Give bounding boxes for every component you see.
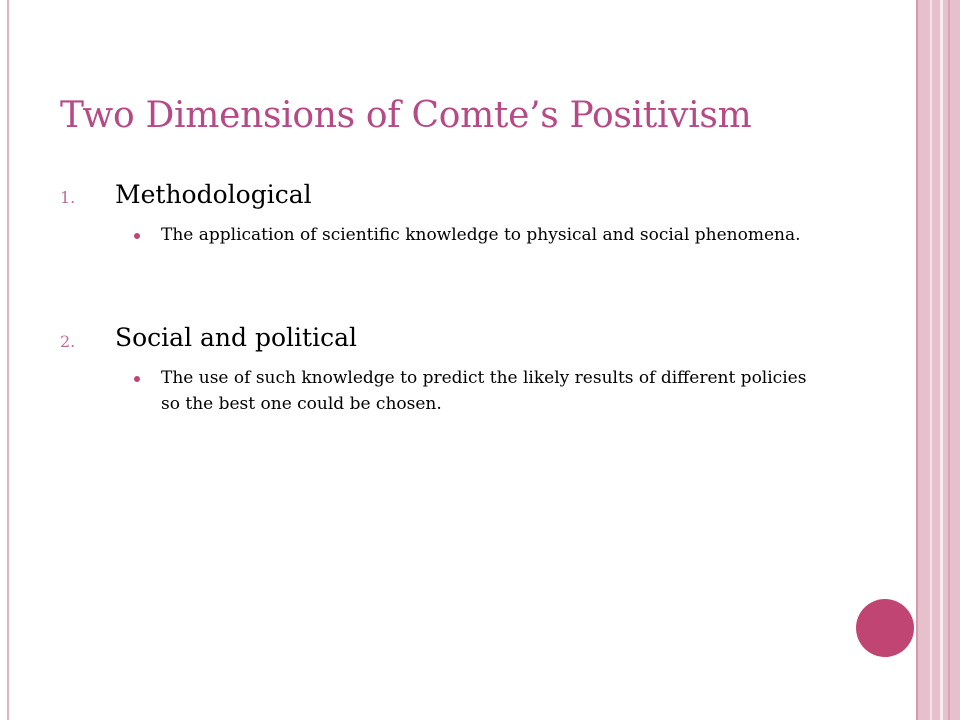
item-heading: Social and political: [115, 323, 357, 352]
bullet-text: The application of scientific knowledge to physical and social phenomena.: [161, 225, 801, 245]
bullet-icon: [134, 376, 140, 382]
right-decor-stripe: [930, 0, 932, 720]
right-decor-stripe: [948, 0, 950, 720]
left-border-line: [7, 0, 9, 720]
bullet-icon: [134, 233, 140, 239]
right-decor-stripe: [940, 0, 943, 720]
item-heading: Methodological: [115, 180, 312, 209]
bullet-text: The use of such knowledge to predict the likely results of different policies so the best one could be chosen.: [161, 368, 807, 414]
slide-title: Two Dimensions of Comte’s Positivism: [60, 95, 752, 136]
item-number: 2.: [60, 332, 76, 351]
right-decor-band: [918, 0, 960, 720]
decorative-circle: [856, 599, 914, 657]
item-number: 1.: [60, 188, 76, 207]
